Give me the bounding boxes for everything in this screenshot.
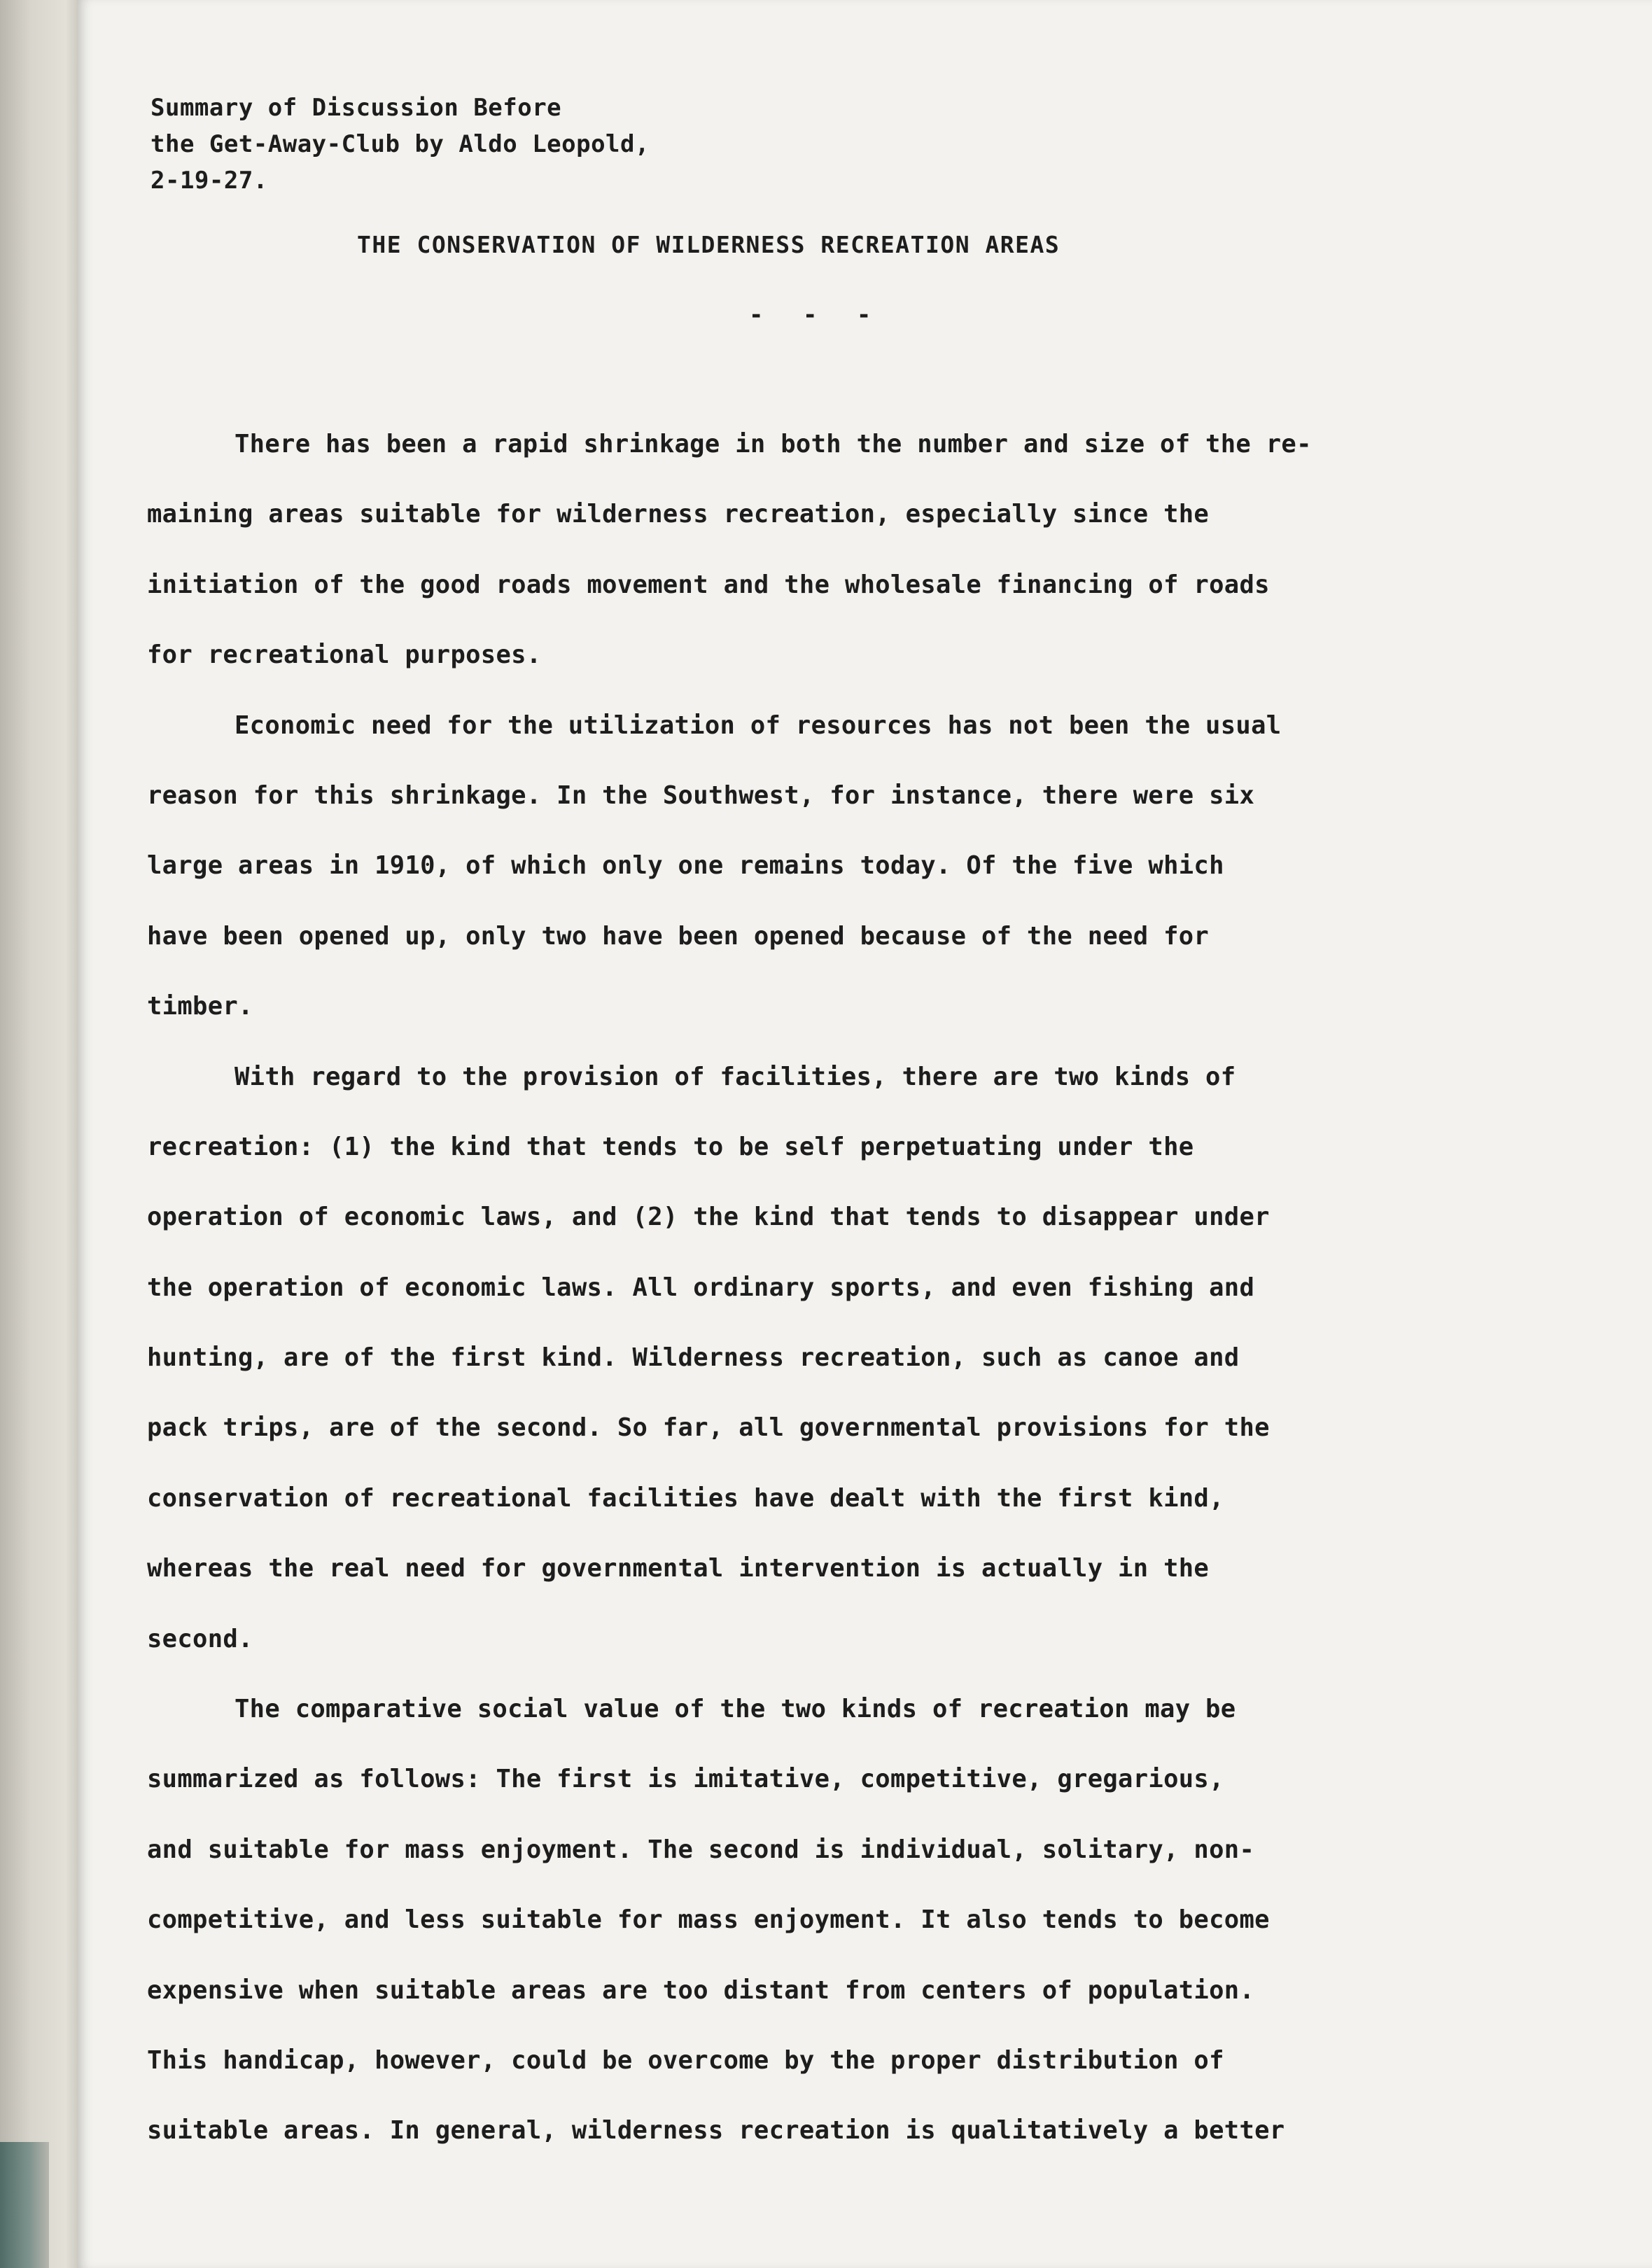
text-line: whereas the real need for governmental intervention is actually in the <box>147 1554 1210 1583</box>
text-line: maining areas suitable for wilderness recreation, especially since the <box>147 500 1210 529</box>
text-line: and suitable for mass enjoyment. The second is individual, solitary, non- <box>147 1835 1255 1864</box>
document-title: THE CONSERVATION OF WILDERNESS RECREATION AREAS <box>357 231 1060 258</box>
binding-edge <box>0 2142 49 2268</box>
title-separator: - - - <box>749 301 884 329</box>
text-line: operation of economic laws, and (2) the kind that tends to disappear under <box>147 1203 1270 1232</box>
paragraph-2 <box>147 691 1540 1042</box>
heading-line-3: 2-19-27. <box>150 167 268 195</box>
text-line: summarized as follows: The first is imitative, competitive, gregarious, <box>147 1765 1224 1794</box>
text-line: recreation: (1) the kind that tends to be self perpetuating under the <box>147 1132 1194 1161</box>
heading-line-2: the Get-Away-Club by Aldo Leopold, <box>150 130 650 158</box>
paragraph-4 <box>147 1674 1540 2166</box>
text-line: expensive when suitable areas are too distant from centers of population. <box>147 1975 1255 2005</box>
text-line: timber. <box>147 992 253 1021</box>
text-line: competitive, and less suitable for mass enjoyment. It also tends to become <box>147 1905 1270 1935</box>
paragraph-1 <box>147 410 1540 691</box>
paragraph-3 <box>147 1042 1540 1675</box>
text-line: the operation of economic laws. All ordinary sports, and even fishing and <box>147 1273 1255 1302</box>
heading-line-1: Summary of Discussion Before <box>150 94 562 122</box>
text-line: second. <box>147 1624 253 1653</box>
text-line: for recreational purposes. <box>147 640 542 670</box>
text-line: The comparative social value of the two kinds of recreation may be <box>234 1695 1236 1724</box>
text-line: conservation of recreational facilities have dealt with the first kind, <box>147 1483 1224 1513</box>
typewritten-document <box>77 0 1652 2268</box>
text-line: suitable areas. In general, wilderness recreation is qualitatively a better <box>147 2116 1285 2146</box>
adjacent-page-edge <box>0 0 77 2268</box>
text-line: There has been a rapid shrinkage in both the number and size of the re- <box>234 430 1312 458</box>
document-page <box>77 0 1652 2268</box>
text-line: With regard to the provision of facilities, there are two kinds of <box>234 1062 1236 1091</box>
text-line: pack trips, are of the second. So far, all governmental provisions for the <box>147 1413 1270 1443</box>
text-line: This handicap, however, could be overcome by the proper distribution of <box>147 2045 1224 2075</box>
text-line: hunting, are of the first kind. Wilderness recreation, such as canoe and <box>147 1343 1240 1373</box>
text-line: reason for this shrinkage. In the Southwest, for instance, there were six <box>147 780 1255 810</box>
text-line: Economic need for the utilization of resources has not been the usual <box>234 710 1282 740</box>
document-body <box>147 410 1540 2166</box>
text-line: large areas in 1910, of which only one remains today. Of the five which <box>147 851 1224 881</box>
text-line: have been opened up, only two have been opened because of the need for <box>147 921 1210 951</box>
document-heading <box>150 90 650 199</box>
text-line: initiation of the good roads movement and the wholesale financing of roads <box>147 570 1270 599</box>
